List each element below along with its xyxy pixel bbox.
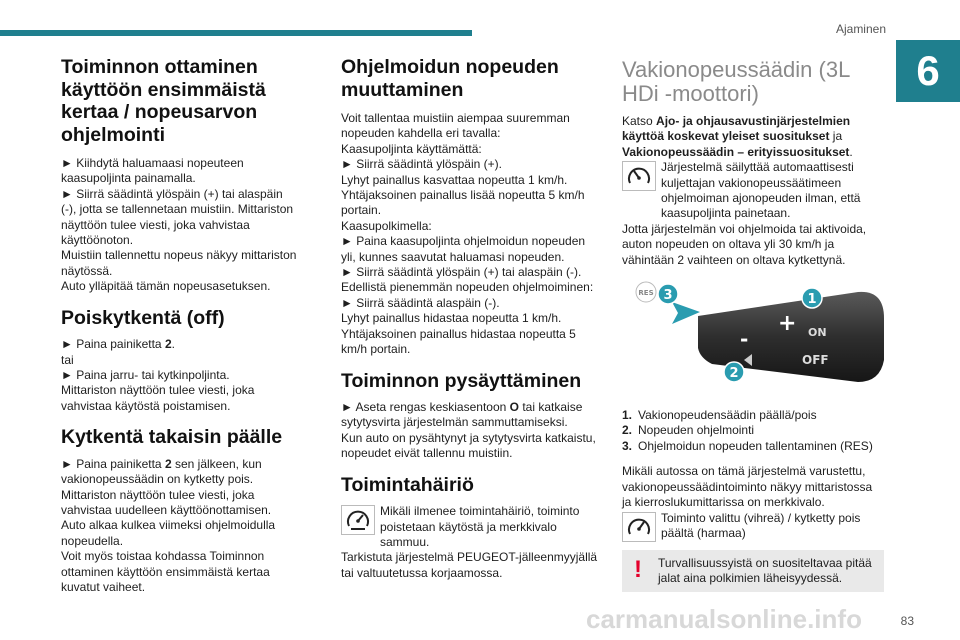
paragraph: ► Siirrä säädintä ylöspäin (+). — [341, 157, 502, 172]
paragraph: ► Paina painiketta 2. — [61, 337, 175, 352]
list-item: 2. Nopeuden ohjelmointi — [622, 423, 755, 438]
paragraph: ► Kiihdytä haluamaasi nopeuteen kaasupoljinta painamalla. — [61, 156, 244, 186]
header-accent-bar — [0, 30, 472, 36]
chapter-number: 6 — [896, 40, 960, 102]
paragraph: Järjestelmä säilyttää automaattisesti kuljettajan vakionopeussäätimeen ohjelmoiman ajonopeuden ilman, että kaasupoljinta painetaan. — [661, 160, 861, 221]
paragraph: ► Paina jarru- tai kytkinpoljinta. — [61, 367, 230, 382]
callout-1: 1 — [807, 292, 817, 308]
off-label: OFF — [802, 353, 829, 368]
paragraph: ► Aseta rengas keskiasentoon O tai katkaise sytytysvirta järjestelmän sammuttamiseksi. — [341, 400, 583, 430]
paragraph: Toiminto valittu (vihreä) / kytketty pois päältä (harmaa) — [661, 510, 861, 540]
paragraph: Edellistä pienemmän nopeuden ohjelmoiminen: — [341, 280, 594, 295]
paragraph: ► Paina kaasupoljinta ohjelmoidun nopeuden yli, kunnes saavutat haluamasi nopeuden. — [341, 234, 586, 264]
warning-icon: ! — [634, 555, 642, 583]
paragraph: tai — [61, 352, 74, 367]
paragraph: Katso Ajo- ja ohjausavustinjärjestelmien käyttöä koskevat yleiset suositukset ja Vakionopeussäädin – erityissuositukset. — [622, 114, 853, 159]
page-number: 83 — [900, 614, 914, 628]
callout-3: 3 — [663, 288, 673, 304]
paragraph: Lyhyt painallus hidastaa nopeutta 1 km/h. — [341, 311, 562, 326]
paragraph: Auto alkaa kulkea viimeksi ohjelmoidulla nopeudella. — [61, 518, 276, 548]
paragraph: ► Siirrä säädintä ylöspäin (+) tai alaspäin (-). — [341, 265, 582, 280]
heading-stop: Toiminnon pysäyttäminen — [341, 369, 582, 392]
pointer-arrow — [672, 302, 700, 324]
watermark: carmanualsonline.info — [586, 604, 862, 634]
speedometer-status-icon — [622, 512, 656, 542]
paragraph: Kaasupoljinta käyttämättä: — [341, 141, 482, 156]
paragraph: Lyhyt painallus kasvattaa nopeutta 1 km/h. — [341, 172, 568, 187]
heading-cruise-control: Vakionopeussäädin (3L HDi -moottori) — [622, 57, 850, 106]
status-row — [622, 511, 884, 542]
heading-malfunction: Toimintahäiriö — [341, 473, 474, 496]
res-label: RES — [638, 289, 654, 298]
paragraph: Voit tallentaa muistiin aiempaa suuremman nopeuden kahdella eri tavalla: — [341, 111, 570, 141]
speedometer-warning-icon — [341, 505, 375, 535]
paragraph: ► Siirrä säädintä alaspäin (-). — [341, 295, 500, 310]
list-item: 1. Vakionopeudensäädin päällä/pois — [622, 408, 817, 423]
plus-label: + — [778, 311, 797, 337]
column-2 — [341, 56, 603, 581]
system-description-row — [622, 160, 884, 222]
callout-2: 2 — [729, 366, 739, 382]
paragraph: Muistiin tallennettu nopeus näkyy mittariston näytössä. — [61, 248, 297, 278]
column-1 — [61, 56, 301, 595]
paragraph: Mikäli ilmenee toimintahäiriö, toiminto poistetaan käytöstä ja merkkivalo sammuu. — [380, 504, 580, 549]
list-item: 3. Ohjelmoidun nopeuden tallentaminen (RES) — [622, 438, 873, 453]
legend-list — [622, 408, 884, 454]
safety-warning-box — [622, 550, 884, 593]
stalk-illustration — [622, 278, 884, 396]
column-3 — [622, 56, 884, 592]
heading-first-use: Toiminnon ottaminen käyttöön ensimmäistä kertaa / nopeusarvon ohjelmointi — [61, 56, 266, 146]
heading-reactivate: Kytkentä takaisin päälle — [61, 426, 283, 449]
on-label: ON — [808, 326, 827, 340]
paragraph: Yhtäjaksoinen painallus hidastaa nopeutta 5 km/h portain. — [341, 326, 576, 357]
paragraph: Mittariston näyttöön tulee viesti, joka vahvistaa käytöstä poistamisen. — [61, 383, 255, 413]
paragraph: ► Siirrä säädintä ylöspäin (+) tai alaspäin (-), jotta se tallennetaan muistiin. Mittariston näyttöön tulee viesti, joka vahvistaa käyttöönoton. — [61, 186, 294, 248]
section-title: Ajaminen — [835, 22, 886, 36]
speedometer-icon — [622, 161, 656, 191]
paragraph: Voit myös toistaa kohdassa Toiminnon ottaminen käyttöön ensimmäistä kertaa kuvatut vaiheet. — [61, 549, 270, 594]
paragraph: Yhtäjaksoinen painallus lisää nopeutta 5 km/h portain. — [341, 188, 585, 218]
warning-text: Turvallisuussyistä on suositeltavaa pitää jalat aina polkimien läheisyydessä. — [658, 555, 872, 585]
paragraph: Tarkistuta järjestelmä PEUGEOT-jälleenmyyjällä tai valtuutetussa korjaamossa. — [341, 550, 598, 580]
paragraph: Jotta järjestelmän voi ohjelmoida tai aktivoida, auton nopeuden on oltava yli 30 km/h ja vähintään 2 vaihteen on oltava kytkettynä. — [622, 221, 867, 267]
heading-off: Poiskytkentä (off) — [61, 306, 225, 329]
paragraph: ► Paina painiketta 2 sen jälkeen, kun vakionopeussäädin on kytketty pois. Mittariston näyttöön tulee viesti, joka vahvistaa uudelleen käyttöönottamisen. — [61, 456, 272, 517]
minus-label: - — [740, 327, 749, 352]
paragraph: Kaasupolkimella: — [341, 218, 432, 233]
heading-change-speed: Ohjelmoidun nopeuden muuttaminen — [341, 56, 559, 101]
paragraph: Mikäli autossa on tämä järjestelmä varustettu, vakionopeussäädintoiminto näkyy mittaristossa ja kierroslukumittarissa on merkkivalo. — [622, 464, 873, 510]
cruise-control-stalk-figure — [622, 278, 884, 396]
paragraph: Kun auto on pysähtynyt ja sytytysvirta katkaistu, nopeudet eivät tallennu muistiin. — [341, 430, 596, 461]
paragraph: Auto ylläpitää tämän nopeusasetuksen. — [61, 279, 271, 294]
malfunction-row — [341, 504, 603, 550]
